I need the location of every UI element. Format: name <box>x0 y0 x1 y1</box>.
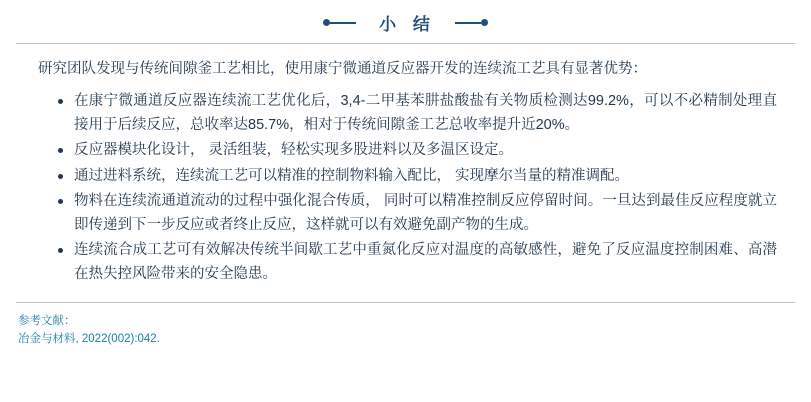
reference-item: 冶金与材料, 2022(002):042. <box>18 333 160 346</box>
list-item: 反应器模块化设计， 灵活组装，轻松实现多股进料以及多温区设定。 <box>74 139 777 162</box>
line-icon <box>455 22 481 24</box>
summary-points-list <box>34 90 777 286</box>
summary-body <box>16 43 795 303</box>
heading-decoration-right <box>450 19 488 26</box>
list-item: 物料在连续流通道流动的过程中强化混合传质， 同时可以精准控制反应停留时间。一旦达到最佳反应程度就立即传递到下一步反应或者终止反应，这样就可以有效避免副产物的生成。 <box>74 190 777 237</box>
reference-section <box>18 313 793 349</box>
reference-label: 参考文献： <box>18 315 76 328</box>
heading-decoration-left <box>323 19 361 26</box>
line-icon <box>330 22 356 24</box>
dot-icon <box>323 19 330 26</box>
list-item: 连续流合成工艺可有效解决传统半间歇工艺中重氮化反应对温度的高敏感性，避免了反应温度控制困难、高潜在热失控风险带来的安全隐患。 <box>74 239 777 286</box>
intro-paragraph: 研究团队发现与传统间隙釜工艺相比，使用康宁微通道反应器开发的连续流工艺具有显著优势： <box>38 61 647 77</box>
page-heading <box>0 0 811 43</box>
page-title: 小 结 <box>379 15 436 34</box>
list-item: 通过进料系统，连续流工艺可以精准的控制物料输入配比， 实现摩尔当量的精准调配。 <box>74 165 777 188</box>
list-item: 在康宁微通道反应器连续流工艺优化后，3,4-二甲基苯肼盐酸盐有关物质检测达99.2%，可以不必精制处理直接用于后续反应，总收率达85.7%，相对于传统间隙釜工艺总收率提升近20%。 <box>74 90 777 137</box>
dot-icon <box>481 19 488 26</box>
